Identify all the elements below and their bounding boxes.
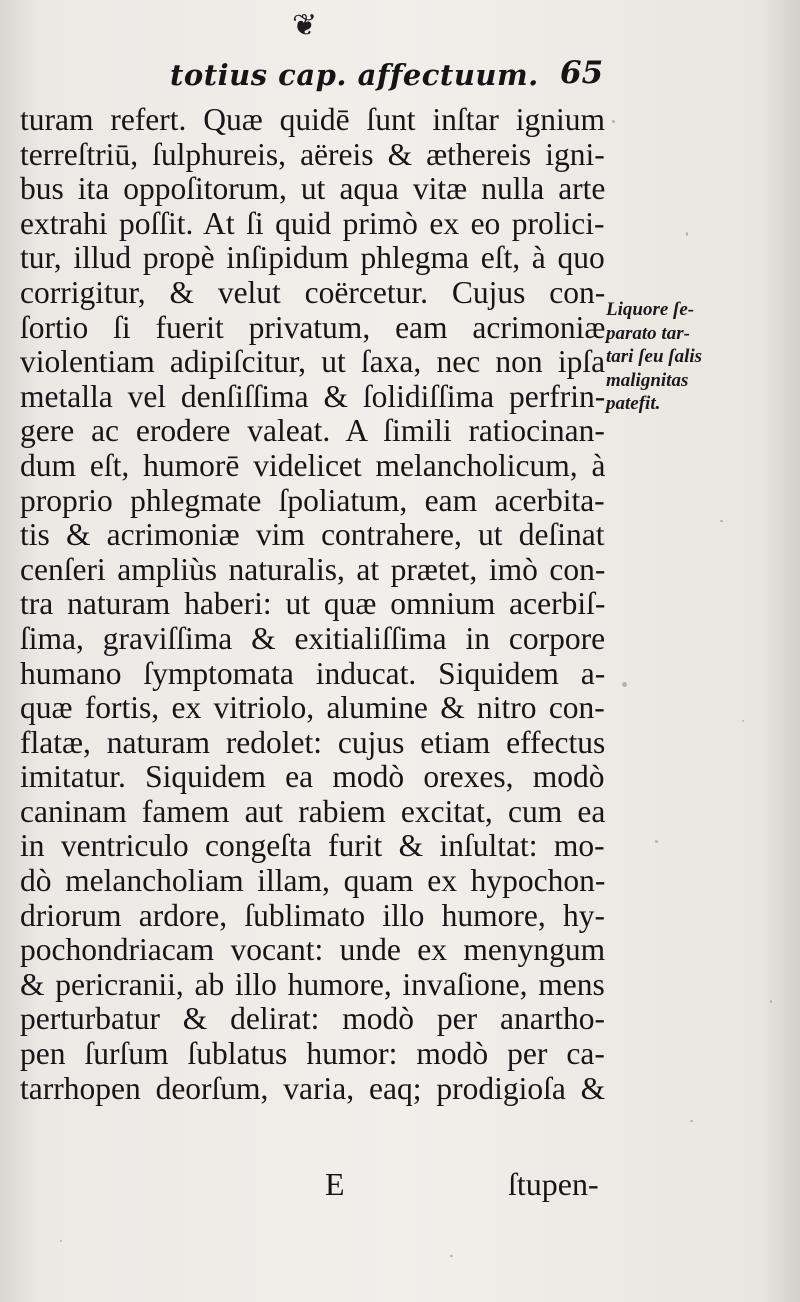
paper-speck bbox=[622, 682, 627, 687]
text-line: tis & acrimoniæ vim contrahere, ut deſinat bbox=[20, 517, 605, 553]
main-text-block bbox=[20, 103, 605, 1106]
text-line: pen ſurſum ſublatus humor: modò per ca- bbox=[20, 1036, 605, 1072]
text-line: tarrhopen deorſum, varia, eaq; prodigioſa & bbox=[20, 1070, 606, 1106]
paper-speck bbox=[690, 1120, 693, 1122]
text-line: tur, illud propè inſipidum phlegma eſt, à quo bbox=[20, 240, 605, 276]
page-number: 65 bbox=[560, 55, 604, 91]
paper-speck bbox=[60, 1240, 62, 1242]
text-line: corrigitur, & velut coërcetur. Cujus con- bbox=[20, 274, 606, 310]
text-line: proprio phlegmate ſpoliatum, eam acerbita- bbox=[20, 482, 605, 518]
text-line: perturbatur & delirat: modò per anartho- bbox=[20, 1001, 605, 1037]
text-line: caninam famem aut rabiem excitat, cum ea bbox=[20, 793, 606, 829]
text-line: imitatur. Siquidem ea modò orexes, modò bbox=[20, 759, 605, 795]
running-header: totius cap. affectuum. bbox=[170, 58, 539, 92]
text-line: quæ fortis, ex vitriolo, alumine & nitro con- bbox=[20, 690, 605, 726]
text-line: in ventriculo congeſta furit & inſultat: mo- bbox=[20, 828, 605, 864]
head-ornament: ❦ bbox=[292, 8, 318, 43]
text-line: violentiam adipiſcitur, ut ſaxa, nec non ipſa bbox=[20, 344, 606, 380]
marginal-note-line: tari ſeu ſalis bbox=[606, 346, 703, 367]
text-line: terreſtriū, ſulphureis, aëreis & æthereis igni- bbox=[20, 136, 605, 172]
text-line: tra naturam haberi: ut quæ omnium acerbiſ- bbox=[20, 586, 606, 622]
text-line: gere ac erodere valeat. A ſimili ratiocinan- bbox=[20, 413, 605, 449]
text-line: turam refert. Quæ quidē ſunt inſtar ignium bbox=[20, 102, 606, 137]
catchword: ſtupen- bbox=[508, 1166, 599, 1202]
marginal-note-line: patefit. bbox=[606, 393, 661, 414]
text-line: ſortio ſi fuerit privatum, eam acrimoniæ bbox=[20, 309, 606, 345]
text-line: pochondriacam vocant: unde ex menyngum bbox=[20, 932, 606, 968]
paper-speck bbox=[655, 840, 658, 843]
paper-speck bbox=[720, 520, 723, 522]
text-line: driorum ardore, ſublimato illo humore, hy- bbox=[20, 897, 606, 933]
paper-speck bbox=[770, 1000, 772, 1003]
marginal-note-line: parato tar- bbox=[606, 322, 690, 344]
marginal-note-line: malignitas bbox=[606, 369, 689, 391]
signature-mark: E bbox=[325, 1166, 345, 1202]
paper-speck bbox=[612, 120, 615, 123]
text-line: extrahi poſſit. At ſi quid primò ex eo prolici- bbox=[20, 205, 605, 241]
text-line: dum eſt, humorē videlicet melancholicum, à bbox=[20, 447, 606, 483]
paper-speck bbox=[742, 720, 744, 722]
paper-speck bbox=[686, 232, 688, 236]
text-line: metalla vel denſiſſima & ſolidiſſima perfrin- bbox=[20, 378, 606, 414]
text-line: flatæ, naturam redolet: cujus etiam effectus bbox=[20, 724, 606, 760]
text-line: & pericranii, ab illo humore, invaſione, mens bbox=[20, 966, 605, 1002]
text-line: cenſeri ampliùs naturalis, at prætet, imò con- bbox=[20, 551, 606, 587]
paper-speck bbox=[450, 1255, 453, 1257]
marginal-note bbox=[606, 298, 796, 416]
text-line: humano ſymptomata inducat. Siquidem a- bbox=[20, 655, 606, 691]
text-line: ſima, graviſſima & exitialiſſima in corpore bbox=[20, 620, 606, 656]
text-line: bus ita oppoſitorum, ut aqua vitæ nulla arte bbox=[20, 171, 606, 207]
text-line: dò melancholiam illam, quam ex hypochon- bbox=[20, 863, 606, 899]
marginal-note-line: Liquore ſe- bbox=[606, 299, 695, 320]
